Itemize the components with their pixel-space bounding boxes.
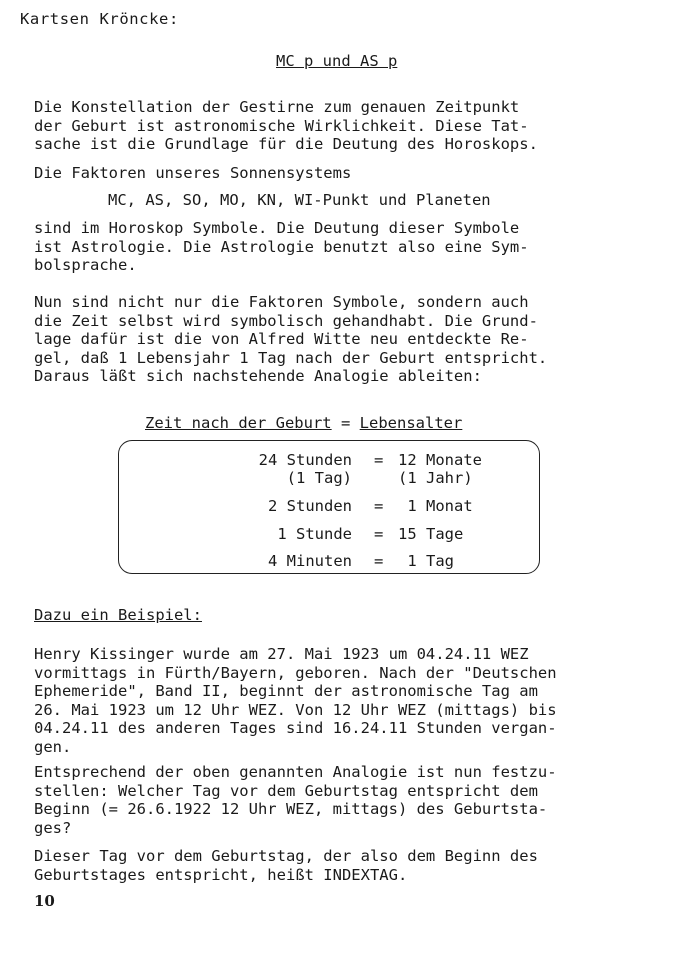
paragraph-5 [34,645,654,757]
text-line: lage dafür ist die von Alfred Witte neu entdeckte Re- [34,330,529,349]
table-cell-left: 2 Stunden [268,497,352,515]
paragraph-1 [34,98,654,154]
table-cell-right: 12 Monate [398,451,482,469]
text-line: Nun sind nicht nur die Faktoren Symbole, sondern auch [34,293,529,311]
factors-line: MC, AS, SO, MO, KN, WI-Punkt und Planeten [108,191,491,209]
page-number: 10 [34,892,55,910]
text-line: Beginn (= 26.6.1922 12 Uhr WEZ, mittags) des Geburtsta- [34,800,548,819]
example-heading: Dazu ein Beispiel: [34,606,202,624]
text-line: Die Faktoren unseres Sonnensystems [34,164,352,182]
text-line: gel, daß 1 Lebensjahr 1 Tag nach der Geburt entspricht. [34,348,548,367]
table-cell-left: 1 Stunde [277,525,352,543]
text-line: ist Astrologie. Die Astrologie benutzt also eine Sym- [34,237,529,256]
paragraph-7 [34,847,654,884]
text-line: die Zeit selbst wird symbolisch gehandhabt. Die Grund- [34,311,538,330]
text-line: stellen: Welcher Tag vor dem Geburtstag entspricht dem [34,781,538,800]
paragraph-2 [34,164,654,183]
text-line: Dieser Tag vor dem Geburtstag, der also dem Beginn des [34,847,538,865]
text-line: gen. [34,737,72,756]
table-cell-right: 1 Tag [398,552,454,570]
header-equals: = [340,414,351,432]
text-line: Geburtstages entspricht, heißt INDEXTAG. [34,865,408,884]
text-line: 04.24.11 des anderen Tages sind 16.24.11 Stunden vergan- [34,719,557,738]
table-cell-equals: = [374,552,384,570]
text-line: sind im Horoskop Symbole. Die Deutung dieser Symbole [34,219,520,237]
table-cell-equals: = [374,497,384,515]
table-cell-right: 1 Monat [398,497,473,515]
text-line: Ephemeride", Band II, beginnt der astronomische Tag am [34,682,538,701]
text-line: Henry Kissinger wurde am 27. Mai 1923 um 04.24.11 WEZ [34,645,529,663]
table-cell-left: (1 Tag) [286,469,352,487]
text-line: ges? [34,818,72,837]
header-right: Lebensalter [359,414,463,432]
header-left: Zeit nach der Geburt [145,414,332,432]
text-line: Entsprechend der oben genannten Analogie ist nun festzu- [34,763,557,781]
paragraph-4 [34,293,654,386]
table-cell-right: 15 Tage [398,525,464,543]
table-cell-left: 4 Minuten [268,552,352,570]
text-line: vormittags in Fürth/Bayern, geboren. Nach der "Deutschen [34,663,557,682]
table-cell-right: (1 Jahr) [398,469,473,487]
table-cell-equals: = [374,525,384,543]
text-line: bolsprache. [34,256,137,275]
text-line: Daraus läßt sich nachstehende Analogie ableiten: [34,367,482,386]
paragraph-3 [34,219,654,275]
text-line: 26. Mai 1923 um 12 Uhr WEZ. Von 12 Uhr WEZ (mittags) bis [34,700,557,719]
table-cell-equals: = [374,451,384,469]
text-line: Die Konstellation der Gestirne zum genauen Zeitpunkt [34,98,520,116]
paragraph-6 [34,763,654,837]
text-line: sache ist die Grundlage für die Deutung des Horoskops. [34,135,538,154]
analogy-table-header [145,414,462,432]
page-title: MC p und AS p [276,52,398,70]
text-line: der Geburt ist astronomische Wirklichkeit. Diese Tat- [34,116,529,135]
table-cell-left: 24 Stunden [258,451,352,469]
author-line: Kartsen Kröncke: [20,10,179,28]
